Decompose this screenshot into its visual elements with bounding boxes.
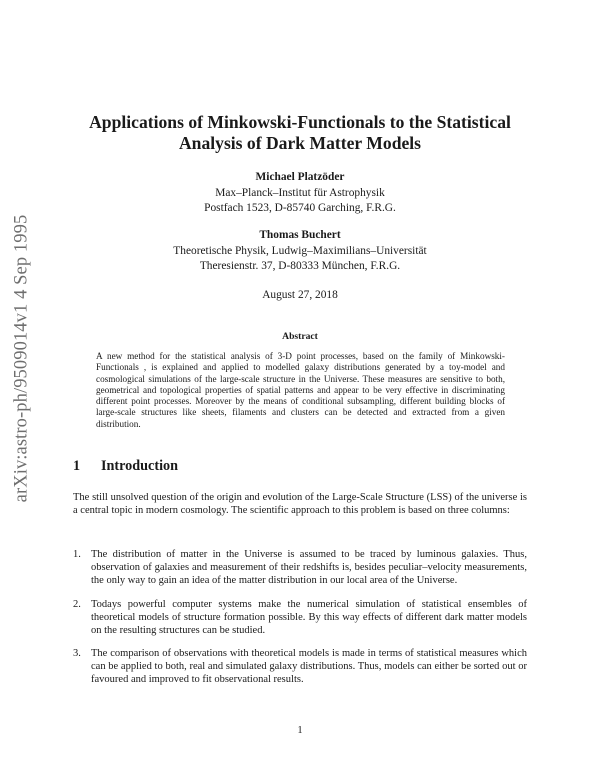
- section-number: 1: [73, 458, 81, 474]
- abstract-text: A new method for the statistical analysis of 3-D point processes, based on the family of Minkowski-Functionals , is explained and applied to modelled galaxy distributions generated by a toy-model and cosmological simulations of the large-scale structure in the Universe. These measures are sensitive to both, geometrical and topological properties of spatial patterns and appear to be very effective in discriminating different point processes. Moreover by the means of conditional subsampling, different building blocks of large-scale structures like sheets, filaments and clusters can be detected and extracted from a given distribution.: [96, 351, 505, 429]
- author-address: Postfach 1523, D-85740 Garching, F.R.G.: [204, 202, 396, 214]
- arxiv-identifier-text: arXiv:astro-ph/9509014v1 4 Sep 1995: [11, 214, 32, 502]
- author-affiliation: Max–Planck–Institut für Astrophysik: [215, 186, 385, 199]
- list-item: [73, 549, 527, 588]
- list-item: [73, 599, 527, 638]
- author-block: [0, 228, 600, 275]
- list-item-number: 1.: [73, 549, 81, 560]
- page-number: 1: [297, 725, 303, 736]
- abstract-heading: Abstract: [282, 331, 318, 342]
- enumerated-list: [73, 549, 527, 698]
- author-block: [0, 170, 600, 217]
- list-item-text: Todays powerful computer systems make the numerical simulation of statistical ensembles of theoretical models of structure formation possible. By this way effects of different dark matter models on the resulting structures can be studied.: [91, 598, 527, 636]
- section-title: Introduction: [101, 458, 178, 474]
- author-affiliation: Theoretische Physik, Ludwig–Maximilians–Universität: [173, 244, 427, 257]
- list-item-number: 3.: [73, 648, 81, 660]
- author-address: Theresienstr. 37, D-80333 München, F.R.G.: [199, 260, 401, 272]
- list-item-text: The distribution of matter in the Universe is assumed to be traced by luminous galaxies. Thus, observation of galaxies and measurement of their redshifts is, besides peculiar–velocity measurements, the only way to gain an idea of the matter distribution in our local area of the Universe.: [91, 549, 527, 586]
- list-item-number: 2.: [73, 598, 81, 610]
- paper-date: August 27, 2018: [262, 289, 338, 301]
- paper-title: [0, 112, 600, 154]
- section-heading: [73, 458, 178, 475]
- intro-paragraph: The still unsolved question of the origin and evolution of the Large-Scale Structure (LSS) of the universe is a central topic in modern cosmology. The scientific approach to this problem is based on three columns:: [73, 492, 527, 516]
- author-name: Michael Platzöder: [255, 171, 345, 183]
- title-line: Applications of Minkowski-Functionals to the Statistical: [89, 112, 511, 132]
- author-name: Thomas Buchert: [259, 229, 341, 241]
- title-line: Analysis of Dark Matter Models: [178, 133, 422, 153]
- list-item-text: The comparison of observations with theoretical models is made in terms of statistical measures which can be applied to both, real and simulated galaxy distributions. Thus, models can either be sorted out or favoured and improved to fit observational results.: [91, 648, 527, 686]
- list-item: [73, 648, 527, 687]
